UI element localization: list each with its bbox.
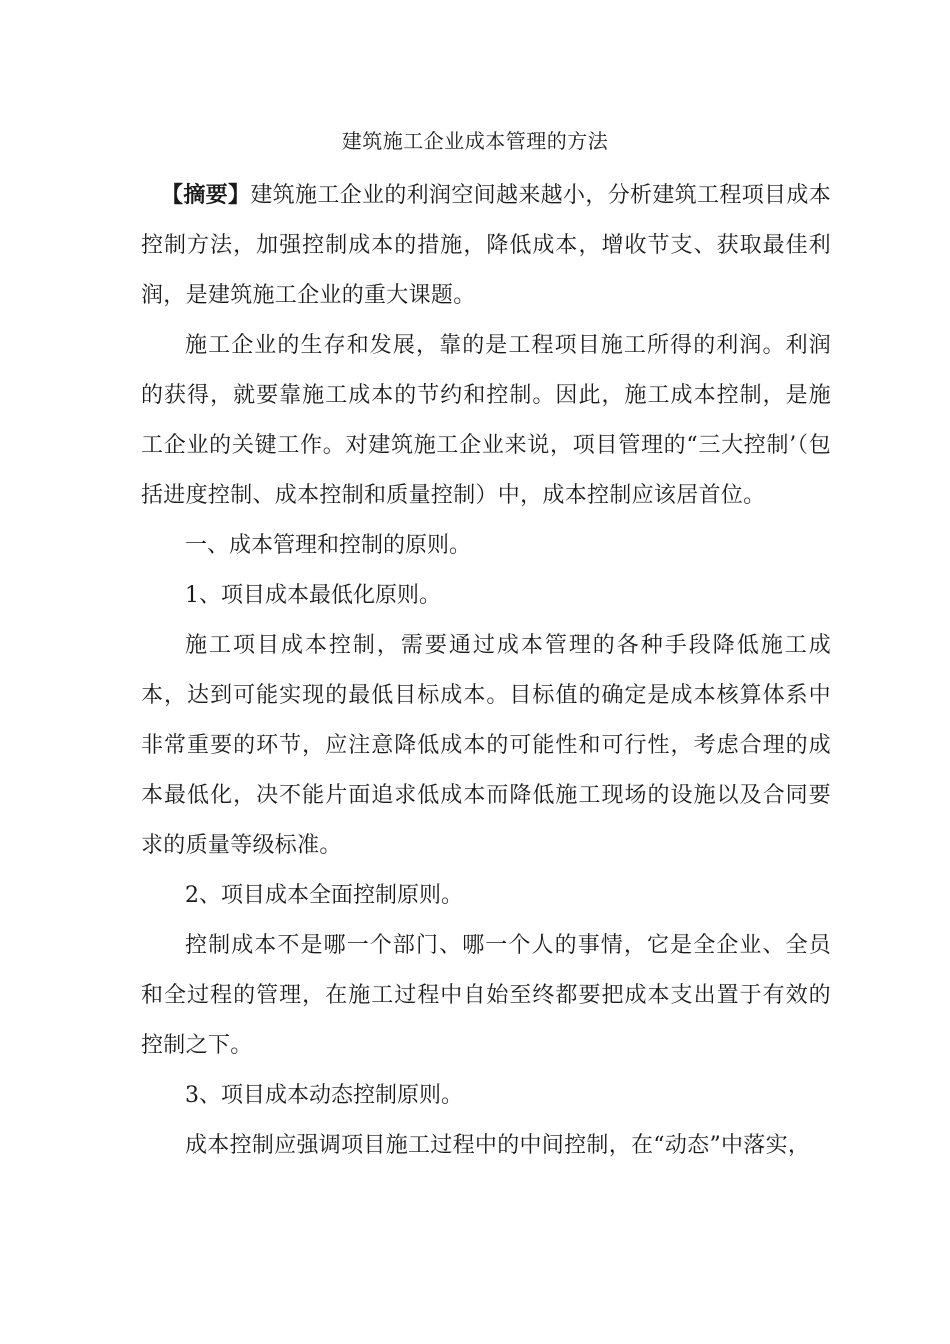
document-title: 建筑施工企业成本管理的方法 — [341, 129, 609, 153]
abstract-paragraph — [141, 170, 831, 321]
principle-2-heading: 2、项目成本全面控制原则。 — [185, 883, 463, 908]
intro-paragraph: 施工企业的生存和发展，靠的是工程项目施工所得的利润。利润的获得，就要靠施工成本的节约和控制。因此，施工成本控制，是施工企业的关键工作。对建筑施工企业来说，项目管理的“三大控制’（包括进度控制、成本控制和质量控制）中，成本控制应该居首位。 — [141, 333, 831, 508]
principle-1-paragraph: 施工项目成本控制，需要通过成本管理的各种手段降低施工成本，达到可能实现的最低目标成本。目标值的确定是成本核算体系中非常重要的环节，应注意降低成本的可能性和可行性，考虑合理的成本最低化，决不能片面追求低成本而降低施工现场的设施以及合同要求的质量等级标准。 — [141, 633, 831, 858]
abstract-text: 建筑施工企业的利润空间越来越小，分析建筑工程项目成本控制方法，加强控制成本的措施，降低成本，增收节支、获取最佳利润，是建筑施工企业的重大课题。 — [141, 183, 831, 308]
principle-1-heading: 1、项目成本最低化原则。 — [185, 583, 441, 608]
abstract-label: 【摘要】 — [161, 182, 251, 208]
principle-3-paragraph: 成本控制应强调项目施工过程中的中间控制，在“动态”中落实， — [185, 1133, 811, 1158]
document-body — [141, 170, 831, 1171]
principle-3-heading: 3、项目成本动态控制原则。 — [185, 1083, 463, 1108]
section-heading-principles: 一、成本管理和控制的原则。 — [185, 533, 472, 558]
principle-2-paragraph: 控制成本不是哪一个部门、哪一个人的事情，它是全企业、全员和全过程的管理，在施工过程中自始至终都要把成本支出置于有效的控制之下。 — [141, 933, 831, 1058]
